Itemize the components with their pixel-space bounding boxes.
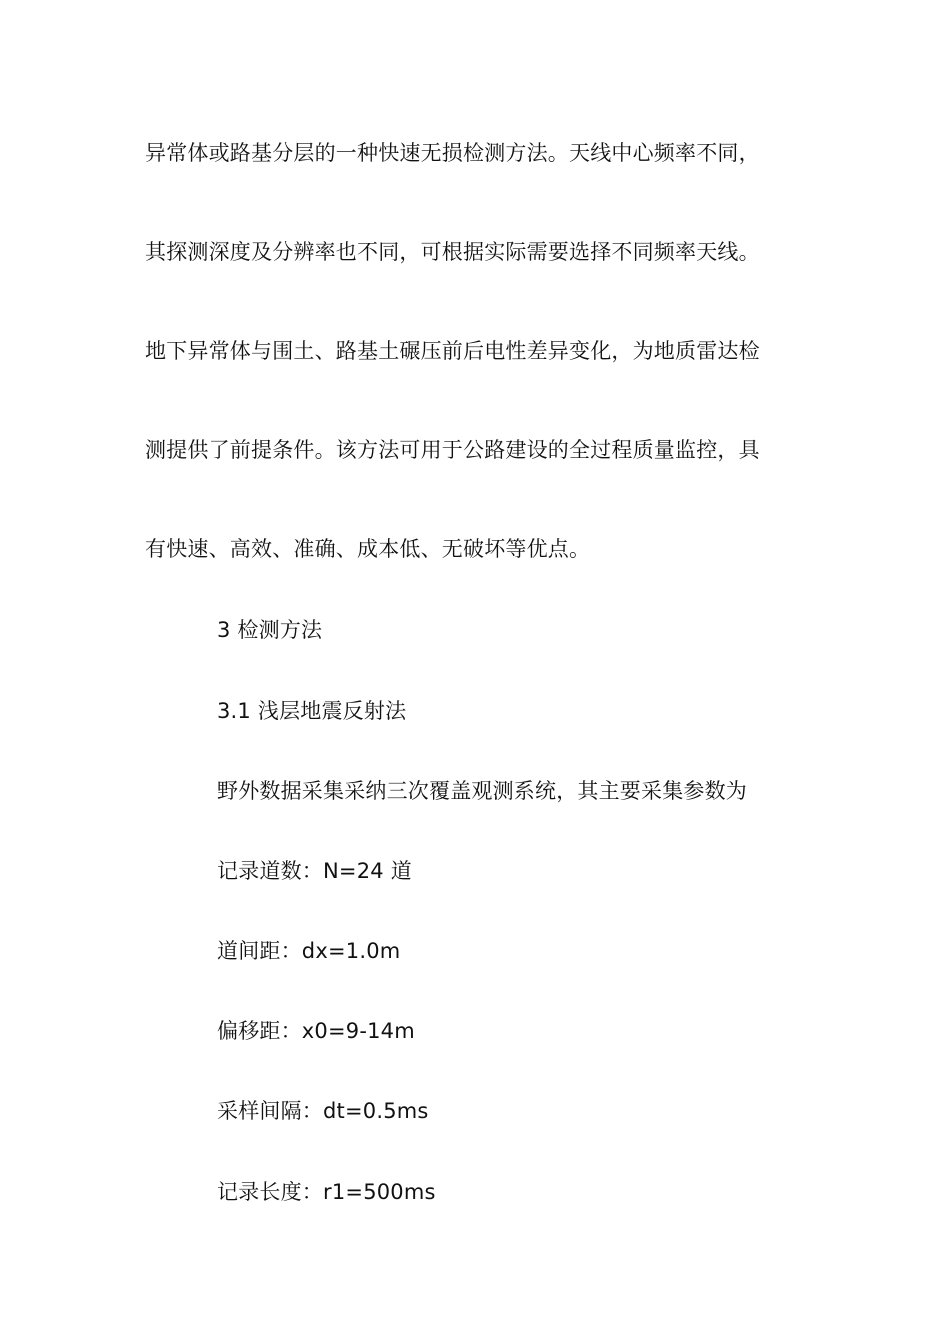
paragraph-line-1: 异常体或路基分层的一种快速无损检测方法。天线中心频率不同， [145, 141, 760, 165]
parameter-record-length: 记录长度：r1=500ms [217, 1180, 436, 1204]
subsection-heading: 3.1 浅层地震反射法 [217, 699, 407, 723]
parameter-record-traces: 记录道数：N=24 道 [217, 859, 412, 883]
section-heading: 3 检测方法 [217, 618, 323, 642]
paragraph-line-3: 地下异常体与围土、路基土碾压前后电性差异变化，为地质雷达检 [145, 339, 760, 363]
paragraph-line-5: 有快速、高效、准确、成本低、无破坏等优点。 [145, 537, 591, 561]
parameter-trace-spacing: 道间距：dx=1.0m [217, 939, 401, 963]
parameter-sample-interval: 采样间隔：dt=0.5ms [217, 1099, 429, 1123]
parameter-offset: 偏移距：x0=9-14m [217, 1019, 415, 1043]
paragraph-line-4: 测提供了前提条件。该方法可用于公路建设的全过程质量监控，具 [145, 438, 760, 462]
intro-line: 野外数据采集采纳三次覆盖观测系统，其主要采集参数为 [217, 779, 747, 803]
paragraph-line-2: 其探测深度及分辨率也不同，可根据实际需要选择不同频率天线。 [145, 240, 760, 264]
